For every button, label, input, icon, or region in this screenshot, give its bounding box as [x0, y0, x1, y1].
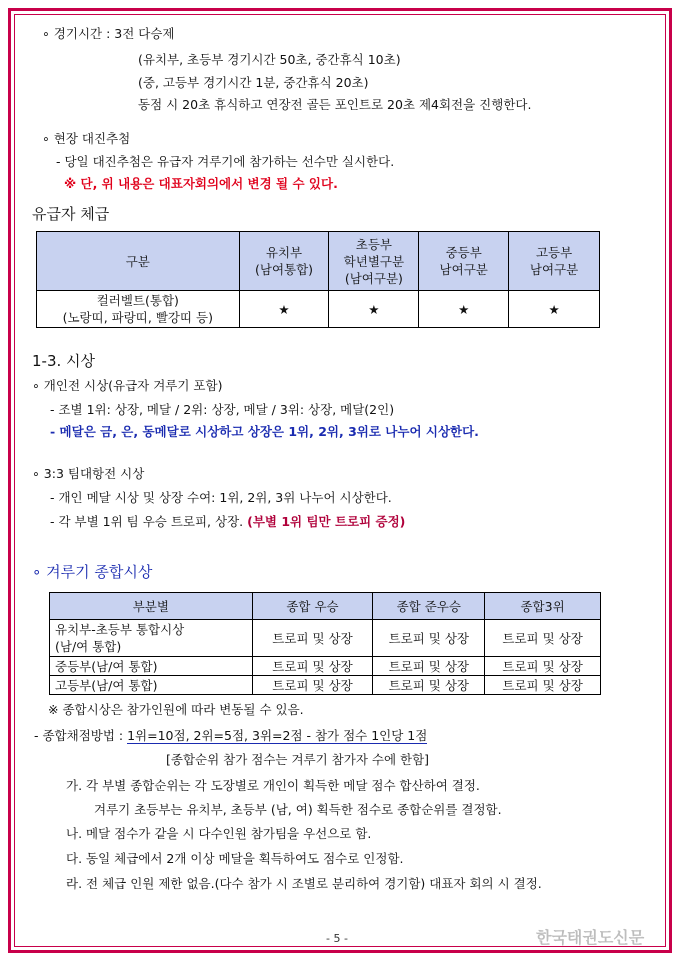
page-number: - 5 -	[326, 932, 348, 945]
overall-table-header-row	[50, 593, 601, 620]
grade-header-category: 구분	[37, 232, 240, 291]
draw-note: ※ 단, 위 내용은 대표자회의에서 변경 될 수 있다.	[64, 176, 338, 191]
overall-header: 종합3위	[485, 593, 601, 620]
grade-cell: ★	[509, 291, 600, 328]
match-time-line-1: (유치부, 초등부 경기시간 50초, 중간휴식 10초)	[138, 52, 401, 67]
overall-cell: 트로피 및 상장	[485, 620, 601, 657]
grade-row-label: 컬러벨트(통합) (노랑띠, 파랑띠, 빨강띠 등)	[37, 291, 240, 328]
overall-row-label: 유치부-초등부 통합시상 (남/여 통합)	[50, 620, 253, 657]
scoring-method: - 종합채점방법 : 1위=10점, 2위=5점, 3위=2점 - 참가 점수 1인당 1점	[34, 728, 428, 743]
draw-line: - 당일 대진추첨은 유급자 겨루기에 참가하는 선수만 실시한다.	[56, 154, 395, 169]
rule-ga-sub: 겨루기 초등부는 유치부, 초등부 (남, 여) 획득한 점수로 종합순위를 결정함.	[94, 802, 502, 817]
individual-title: ∘ 개인전 시상(유급자 겨루기 포함)	[32, 378, 223, 393]
match-time-line-3: 동점 시 20초 휴식하고 연장전 골든 포인트로 20초 제4회전을 진행한다.	[138, 97, 532, 112]
overall-header: 부분별	[50, 593, 253, 620]
team-line-1: - 개인 메달 시상 및 상장 수여: 1위, 2위, 3위 나누어 시상한다.	[50, 490, 392, 505]
match-time-title: ∘ 경기시간 : 3전 다승제	[42, 26, 175, 41]
grade-header-high: 고등부 남여구분	[509, 232, 600, 291]
grade-header-kindergarten: 유치부 (남여통합)	[239, 232, 329, 291]
overall-header: 종합 우승	[252, 593, 373, 620]
grade-cell: ★	[419, 291, 509, 328]
draw-title: ∘ 현장 대진추첨	[42, 131, 131, 146]
overall-cell: 트로피 및 상장	[485, 657, 601, 676]
rule-na: 나. 메달 점수가 같을 시 다수인원 참가팀을 우선으로 함.	[66, 826, 372, 841]
grade-heading: 유급자 체급	[32, 205, 110, 223]
overall-cell: 트로피 및 상장	[373, 620, 485, 657]
grade-table-row	[37, 291, 600, 328]
overall-header: 종합 준우승	[373, 593, 485, 620]
individual-line: - 조별 1위: 상장, 메달 / 2위: 상장, 메달 / 3위: 상장, 메달(2인)	[50, 402, 395, 417]
grade-header-middle: 중등부 남여구분	[419, 232, 509, 291]
overall-note: ※ 종합시상은 참가인원에 따라 변동될 수 있음.	[48, 702, 304, 717]
overall-table-row	[50, 657, 601, 676]
overall-cell: 트로피 및 상장	[252, 676, 373, 695]
overall-cell: 트로피 및 상장	[373, 657, 485, 676]
overall-heading: ∘ 겨루기 종합시상	[32, 563, 153, 581]
overall-cell: 트로피 및 상장	[373, 676, 485, 695]
grade-cell: ★	[239, 291, 329, 328]
grade-header-elementary: 초등부 학년별구분 (남여구분)	[329, 232, 419, 291]
overall-cell: 트로피 및 상장	[485, 676, 601, 695]
scoring-value: 1위=10점, 2위=5점, 3위=2점 - 참가 점수 1인당 1점	[127, 728, 428, 743]
overall-cell: 트로피 및 상장	[252, 620, 373, 657]
overall-row-label: 고등부(남/여 통합)	[50, 676, 253, 695]
overall-table-row	[50, 620, 601, 657]
team-line-2-note: (부별 1위 팀만 트로피 증정)	[247, 514, 406, 529]
watermark-logo: 한국태권도신문	[536, 928, 645, 947]
awards-heading: 1-3. 시상	[32, 352, 96, 370]
match-time-line-2: (중, 고등부 경기시간 1분, 중간휴식 20초)	[138, 75, 369, 90]
rank-note: [종합순위 참가 점수는 겨루기 참가자 수에 한함]	[166, 752, 430, 767]
overall-row-label: 중등부(남/여 통합)	[50, 657, 253, 676]
overall-cell: 트로피 및 상장	[252, 657, 373, 676]
grade-table-header-row	[37, 232, 600, 291]
rule-ra: 라. 전 체급 인원 제한 없음.(다수 참가 시 조별로 분리하여 경기함) 대표자 회의 시 결정.	[66, 876, 542, 891]
grade-table	[36, 231, 600, 328]
overall-table-row	[50, 676, 601, 695]
rule-da: 다. 동일 체급에서 2개 이상 메달을 획득하여도 점수로 인정함.	[66, 851, 404, 866]
individual-note: - 메달은 금, 은, 동메달로 시상하고 상장은 1위, 2위, 3위로 나누어 시상한다.	[50, 424, 479, 439]
team-line-2: - 각 부별 1위 팀 우승 트로피, 상장. (부별 1위 팀만 트로피 증정)	[50, 514, 406, 529]
grade-cell: ★	[329, 291, 419, 328]
rule-ga: 가. 각 부별 종합순위는 각 도장별로 개인이 획득한 메달 점수 합산하여 결정.	[66, 778, 480, 793]
overall-table	[49, 592, 601, 695]
team-title: ∘ 3:3 팀대항전 시상	[32, 466, 145, 481]
